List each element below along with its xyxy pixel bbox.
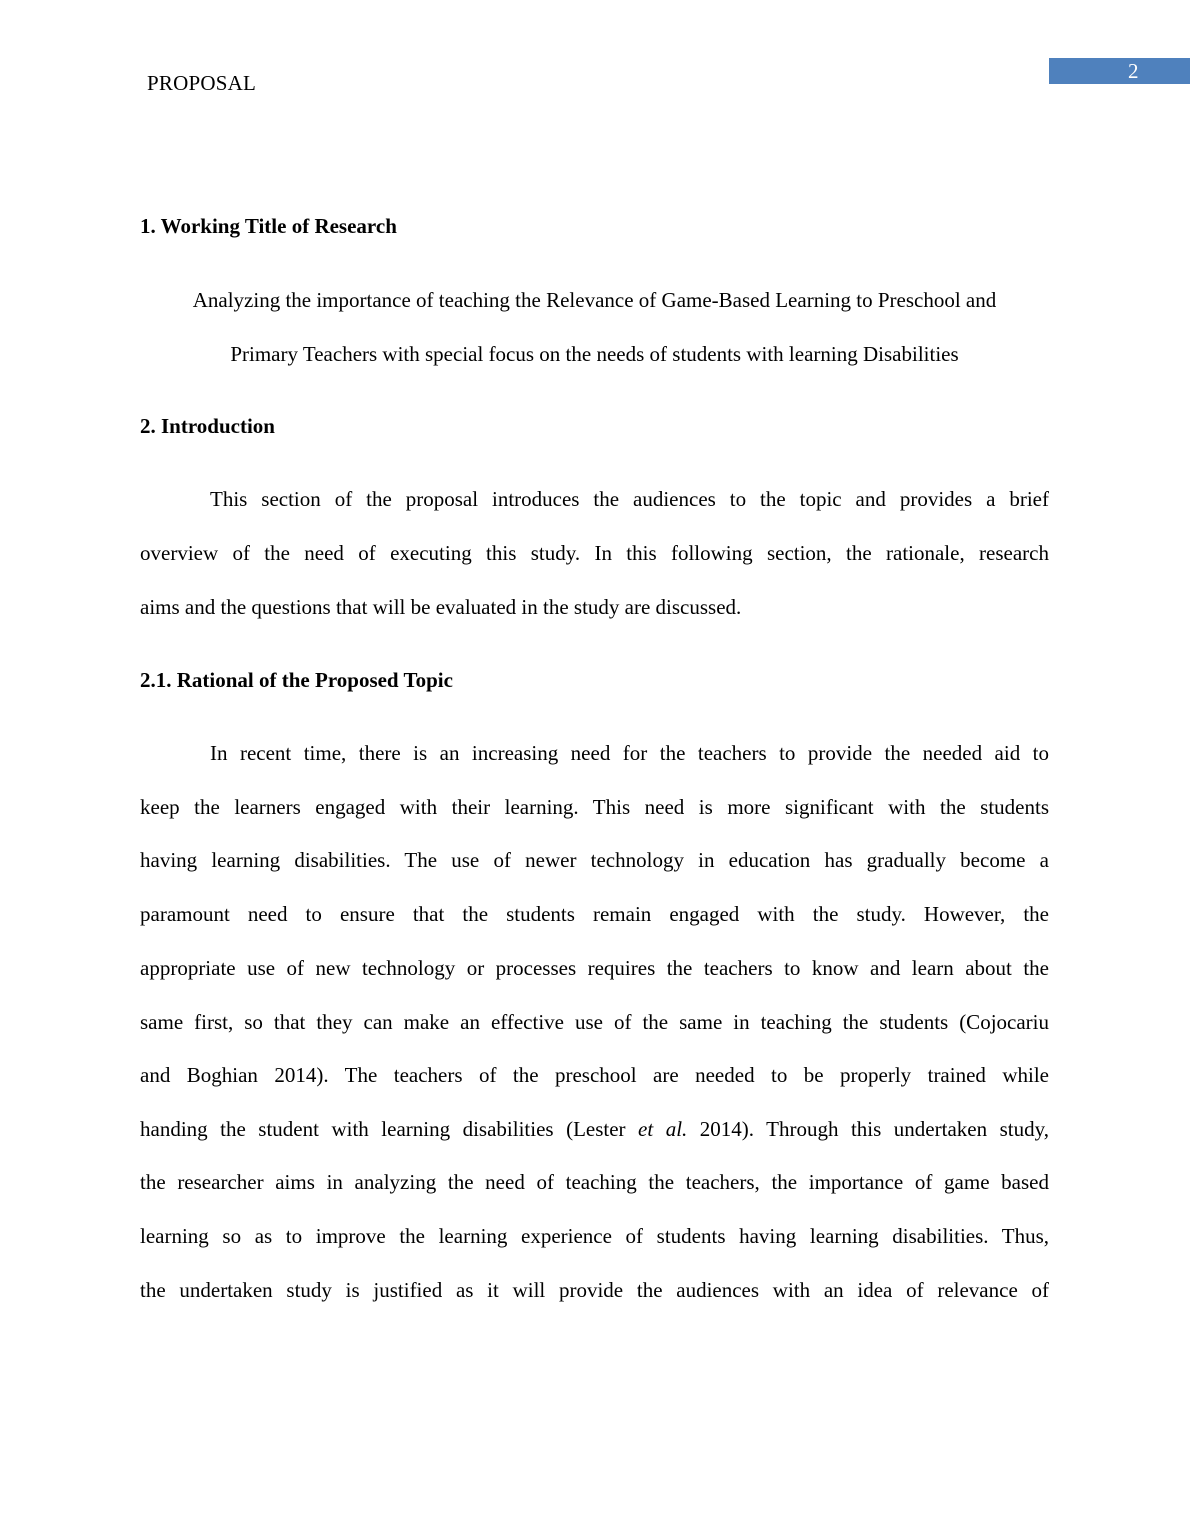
section-heading-rationale: 2.1. Rational of the Proposed Topic — [140, 668, 453, 692]
running-head: PROPOSAL — [147, 71, 256, 95]
section-heading-working-title: 1. Working Title of Research — [140, 214, 397, 238]
rationale-paragraph-line-5: appropriate use of new technology or processes requires the teachers to know and learn about the — [140, 956, 1049, 980]
citation-text-before: handing the student with learning disabilities (Lester — [140, 1117, 639, 1141]
rationale-paragraph-line-8 — [140, 1116, 1049, 1143]
rationale-paragraph-line-4: paramount need to ensure that the students remain engaged with the study. However, the — [140, 902, 1049, 926]
rationale-paragraph-line-7: and Boghian 2014). The teachers of the preschool are needed to be properly trained while — [140, 1063, 1049, 1087]
citation-text-after: 2014). Through this undertaken study, — [687, 1117, 1049, 1141]
research-title-line-2: Primary Teachers with special focus on the needs of students with learning Disabilities — [230, 342, 959, 366]
citation-et-al: et al. — [638, 1117, 688, 1141]
page-number-bar — [1049, 58, 1190, 84]
research-title-line-1: Analyzing the importance of teaching the Relevance of Game-Based Learning to Preschool and — [192, 288, 997, 312]
rationale-paragraph-line-6: same first, so that they can make an effective use of the same in teaching the students (Cojocariu — [140, 1010, 1049, 1034]
rationale-paragraph-line-11: the undertaken study is justified as it will provide the audiences with an idea of relevance of — [140, 1278, 1049, 1302]
rationale-paragraph-line-2: keep the learners engaged with their learning. This need is more significant with the students — [140, 795, 1049, 819]
rationale-paragraph-line-10: learning so as to improve the learning experience of students having learning disabilities. Thus, — [140, 1224, 1049, 1248]
rationale-paragraph-line-3: having learning disabilities. The use of newer technology in education has gradually become a — [140, 848, 1049, 872]
intro-paragraph-line-3: aims and the questions that will be evaluated in the study are discussed. — [140, 595, 742, 619]
intro-paragraph-line-2: overview of the need of executing this study. In this following section, the rationale, research — [140, 541, 1049, 565]
rationale-paragraph-line-9: the researcher aims in analyzing the need of teaching the teachers, the importance of game based — [140, 1170, 1049, 1194]
intro-paragraph-line-1: This section of the proposal introduces the audiences to the topic and provides a brief — [210, 487, 1049, 511]
rationale-paragraph-line-1: In recent time, there is an increasing need for the teachers to provide the needed aid to — [210, 741, 1049, 765]
section-heading-introduction: 2. Introduction — [140, 414, 275, 438]
page-number: 2 — [1128, 59, 1139, 83]
